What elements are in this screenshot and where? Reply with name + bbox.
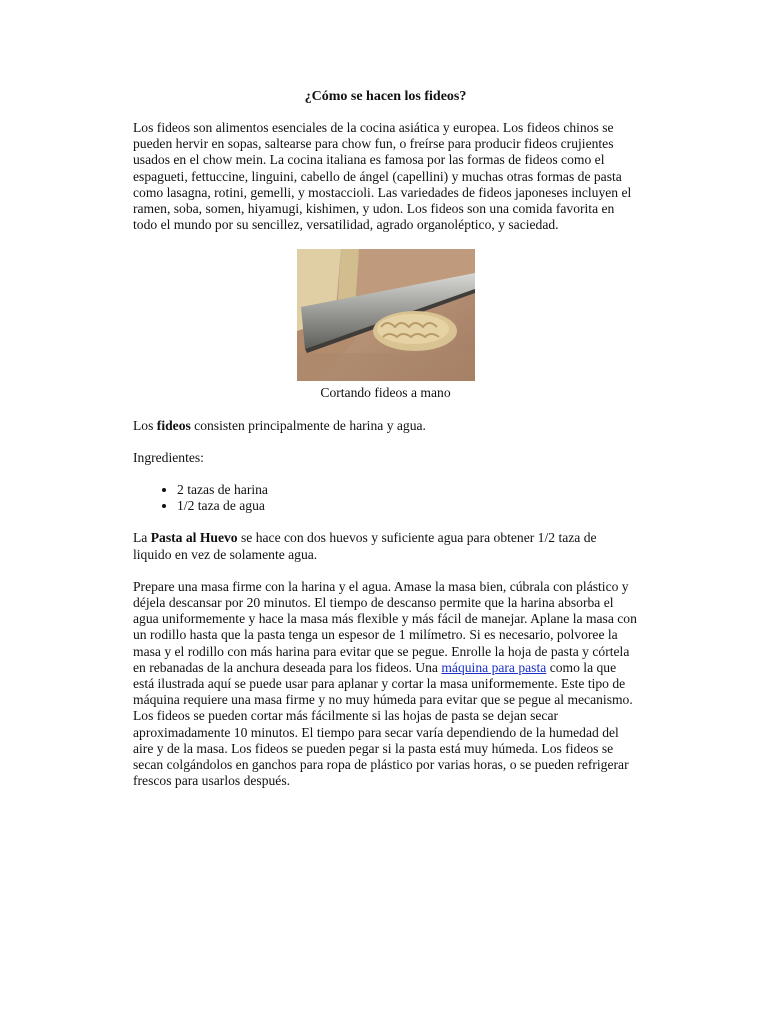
method-part2: como la que está ilustrada aquí se puede usar para aplanar y cortar la masa uniformemente. Este tipo de máquina requiere una masa firme y no muy húmeda para evitar que se pegue al mecanismo. Los fideos se pueden cortar más fácilmente si las hojas de pasta se dejan secar aproximadamente 10 minutos. El tiempo para secar varía dependiendo de la humedad del aire y de la masa. Los fideos se pueden pegar si la pasta está muy húmeda. Los fideos se secan colgándolos en ganchos para ropa de plástico por varias horas, o se pueden refrigerar frescos para usarlos después. bbox=[133, 659, 633, 789]
list-item: • 2 tazas de harina bbox=[177, 482, 638, 498]
ingredients-label: Ingredientes: bbox=[133, 449, 204, 465]
method-part1: Prepare una masa firme con la harina y el agua. Amase la masa bien, cúbrala con plástico y déjela descansar por 20 minutos. El tiempo de descanso permite que la harina absorba el agua uniformemente y hace la masa más flexible y más fácil de manejar. Aplane la masa con un rodillo hasta que la pasta tenga un espesor de 1 milímetro. Si es necesario, polvoree la masa y el rodillo con más harina para evitar que se pegue. Enrolle la hoja de pasta y córtela en rebanadas de la anchura deseada para los fideos. Una bbox=[133, 578, 637, 675]
pasta-machine-link[interactable]: máquina para pasta bbox=[441, 659, 547, 675]
ingredients-list bbox=[133, 482, 638, 514]
intro-paragraph: Los fideos son alimentos esenciales de la cocina asiática y europea. Los fideos chinos se pueden hervir en sopas, saltearse para chow fun, o freírse para producir fideos crujientes usados en el chow mein. La cocina italiana es famosa por las formas de fideos como el espagueti, fettuccine, linguini, cabello de ángel (capellini) y muchas otras formas de pasta como lasagna, rotini, gemelli, y mostaccioli. Las variedades de fideos japoneses incluyen el ramen, soba, somen, hiyamugi, kishimen, y udon. Los fideos son una comida favorita en todo el mundo por su sencillez, versatilidad, agrado organoléptico, y saciedad. bbox=[133, 120, 632, 233]
method-paragraph bbox=[133, 579, 638, 790]
egg-pasta-prefix: La bbox=[133, 530, 151, 546]
document-body bbox=[133, 88, 638, 805]
composition-bold: fideos bbox=[156, 417, 191, 433]
page-title: ¿Cómo se hacen los fideos? bbox=[304, 89, 467, 104]
figure-caption: Cortando fideos a mano bbox=[320, 385, 451, 401]
egg-pasta-bold: Pasta al Huevo bbox=[150, 530, 238, 546]
figure bbox=[133, 249, 638, 401]
egg-pasta-suffix: se hace con dos huevos y suficiente agua para obtener 1/2 taza de liquido en vez de solamente agua. bbox=[133, 530, 597, 562]
list-item: • 1/2 taza de agua bbox=[177, 498, 638, 514]
noodle-cutting-photo bbox=[297, 249, 475, 381]
composition-prefix: Los bbox=[133, 417, 157, 433]
composition-suffix: consisten principalmente de harina y agua. bbox=[190, 417, 426, 433]
egg-pasta-paragraph bbox=[133, 530, 638, 562]
composition-paragraph bbox=[133, 418, 638, 434]
